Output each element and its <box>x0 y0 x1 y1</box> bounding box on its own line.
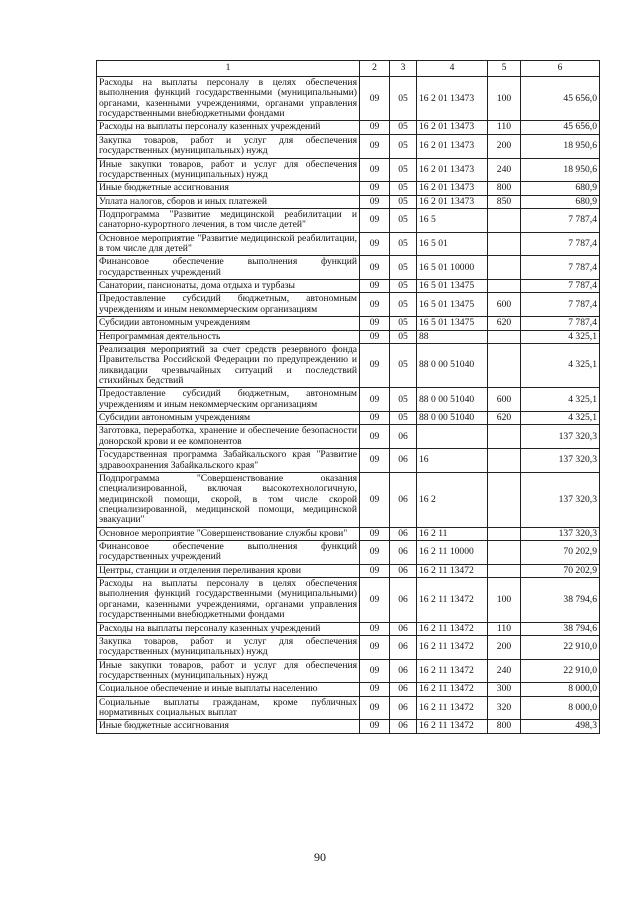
amount-value: 498,3 <box>521 720 600 733</box>
table-row <box>97 683 600 696</box>
target-item-code: 16 2 01 13473 <box>417 158 488 182</box>
subsection-code: 05 <box>390 77 417 121</box>
expense-item-name: Закупка товаров, работ и услуг для обеспечения государственных (муниципальных) нужд <box>97 134 360 158</box>
target-item-code: 16 5 01 <box>417 232 488 256</box>
section-code: 09 <box>360 527 390 540</box>
expense-item-name: Предоставление субсидий бюджетным, автономным учреждениям и иным некоммерческим организациям <box>97 388 360 412</box>
target-item-code: 16 2 11 13472 <box>417 578 488 622</box>
amount-value: 38 794,6 <box>521 578 600 622</box>
expense-item-name: Расходы на выплаты персоналу казенных учреждений <box>97 622 360 635</box>
amount-value: 4 325,1 <box>521 412 600 425</box>
amount-value: 137 320,3 <box>521 449 600 473</box>
subsection-code: 05 <box>390 330 417 343</box>
expense-type-code <box>488 472 521 527</box>
section-code: 09 <box>360 280 390 293</box>
amount-value: 4 325,1 <box>521 330 600 343</box>
expense-type-code <box>488 208 521 232</box>
amount-value: 7 787,4 <box>521 280 600 293</box>
target-item-code: 88 0 00 51040 <box>417 343 488 387</box>
expense-type-code: 240 <box>488 158 521 182</box>
target-item-code: 16 2 11 10000 <box>417 541 488 565</box>
subsection-code: 06 <box>390 635 417 659</box>
section-code: 09 <box>360 158 390 182</box>
subsection-code: 06 <box>390 622 417 635</box>
subsection-code: 05 <box>390 388 417 412</box>
amount-value: 18 950,6 <box>521 158 600 182</box>
amount-value: 137 320,3 <box>521 425 600 449</box>
amount-value: 4 325,1 <box>521 388 600 412</box>
section-code: 09 <box>360 388 390 412</box>
table-row <box>97 158 600 182</box>
amount-value: 8 000,0 <box>521 683 600 696</box>
amount-value: 22 910,0 <box>521 659 600 683</box>
table-row <box>97 317 600 330</box>
section-code: 09 <box>360 635 390 659</box>
expense-item-name: Расходы на выплаты персоналу в целях обеспечения выполнения функций государственными (муниципальными) органами, казенными учреждениями, органами управления государственными внебюджетными фондами <box>97 578 360 622</box>
amount-value: 8 000,0 <box>521 696 600 720</box>
table-row <box>97 578 600 622</box>
expense-item-name: Закупка товаров, работ и услуг для обеспечения государственных (муниципальных) нужд <box>97 635 360 659</box>
subsection-code: 05 <box>390 343 417 387</box>
section-code: 09 <box>360 412 390 425</box>
target-item-code: 16 2 11 <box>417 527 488 540</box>
expense-type-code <box>488 527 521 540</box>
subsection-code: 06 <box>390 541 417 565</box>
subsection-code: 05 <box>390 293 417 317</box>
expense-type-code <box>488 541 521 565</box>
column-header: 3 <box>390 61 417 77</box>
expense-item-name: Подпрограмма "Совершенствование оказания специализированной, включая высокотехнологичную, медицинской помощи, скорой, в том числе скорой специализированной, медицинской помощи, медицинской эвакуации" <box>97 472 360 527</box>
expense-type-code: 600 <box>488 293 521 317</box>
expense-type-code <box>488 343 521 387</box>
expense-item-name: Основное мероприятие "Развитие медицинской реабилитации, в том числе для детей" <box>97 232 360 256</box>
subsection-code: 06 <box>390 425 417 449</box>
expense-item-name: Субсидии автономным учреждениям <box>97 412 360 425</box>
target-item-code: 16 2 01 13473 <box>417 77 488 121</box>
section-code: 09 <box>360 195 390 208</box>
target-item-code: 16 5 <box>417 208 488 232</box>
amount-value: 7 787,4 <box>521 317 600 330</box>
expense-type-code: 110 <box>488 622 521 635</box>
amount-value: 137 320,3 <box>521 472 600 527</box>
target-item-code: 16 2 11 13472 <box>417 635 488 659</box>
expense-item-name: Подпрограмма "Развитие медицинской реабилитации и санаторно-курортного лечения, в том числе детей" <box>97 208 360 232</box>
table-row <box>97 622 600 635</box>
amount-value: 70 202,9 <box>521 541 600 565</box>
table-row <box>97 182 600 195</box>
amount-value: 7 787,4 <box>521 232 600 256</box>
target-item-code: 16 5 01 10000 <box>417 256 488 280</box>
expense-type-code: 320 <box>488 696 521 720</box>
column-header: 4 <box>417 61 488 77</box>
section-code: 09 <box>360 541 390 565</box>
section-code: 09 <box>360 134 390 158</box>
table-row <box>97 280 600 293</box>
target-item-code: 88 <box>417 330 488 343</box>
table-header-row <box>97 61 600 77</box>
target-item-code: 16 5 01 13475 <box>417 293 488 317</box>
target-item-code <box>417 425 488 449</box>
target-item-code: 88 0 00 51040 <box>417 388 488 412</box>
target-item-code: 16 2 01 13473 <box>417 134 488 158</box>
expense-item-name: Социальное обеспечение и иные выплаты населению <box>97 683 360 696</box>
target-item-code: 16 2 11 13472 <box>417 564 488 577</box>
table-row <box>97 527 600 540</box>
expense-type-code: 110 <box>488 121 521 134</box>
target-item-code: 16 2 <box>417 472 488 527</box>
expense-type-code: 200 <box>488 134 521 158</box>
expense-type-code: 300 <box>488 683 521 696</box>
section-code: 09 <box>360 425 390 449</box>
expense-item-name: Иные закупки товаров, работ и услуг для обеспечения государственных (муниципальных) нужд <box>97 659 360 683</box>
target-item-code: 16 2 11 13472 <box>417 622 488 635</box>
subsection-code: 06 <box>390 449 417 473</box>
section-code: 09 <box>360 330 390 343</box>
expense-type-code: 200 <box>488 635 521 659</box>
expense-type-code: 800 <box>488 720 521 733</box>
section-code: 09 <box>360 564 390 577</box>
table-row <box>97 232 600 256</box>
expense-type-code: 800 <box>488 182 521 195</box>
subsection-code: 05 <box>390 280 417 293</box>
expense-item-name: Финансовое обеспечение выполнения функций государственных учреждений <box>97 541 360 565</box>
table-row <box>97 208 600 232</box>
expense-item-name: Центры, станции и отделения переливания крови <box>97 564 360 577</box>
section-code: 09 <box>360 317 390 330</box>
expense-item-name: Иные бюджетные ассигнования <box>97 720 360 733</box>
table-row <box>97 388 600 412</box>
expense-item-name: Реализация мероприятий за счет средств резервного фонда Правительства Российской Федерации по предупреждению и ликвидации чрезвычайных ситуаций и последствий стихийных бедствий <box>97 343 360 387</box>
target-item-code: 16 <box>417 449 488 473</box>
table-row <box>97 412 600 425</box>
section-code: 09 <box>360 293 390 317</box>
expense-item-name: Заготовка, переработка, хранение и обеспечение безопасности донорской крови и ее компонентов <box>97 425 360 449</box>
subsection-code: 05 <box>390 182 417 195</box>
expense-type-code: 600 <box>488 388 521 412</box>
target-item-code: 16 2 11 13472 <box>417 683 488 696</box>
expense-item-name: Расходы на выплаты персоналу в целях обеспечения выполнения функций государственными (муниципальными) органами, казенными учреждениями, органами управления государственными внебюджетными фондами <box>97 77 360 121</box>
expense-item-name: Государственная программа Забайкальского края "Развитие здравоохранения Забайкальского края" <box>97 449 360 473</box>
expense-item-name: Расходы на выплаты персоналу казенных учреждений <box>97 121 360 134</box>
amount-value: 18 950,6 <box>521 134 600 158</box>
section-code: 09 <box>360 343 390 387</box>
target-item-code: 16 5 01 13475 <box>417 280 488 293</box>
subsection-code: 06 <box>390 720 417 733</box>
section-code: 09 <box>360 121 390 134</box>
table-row <box>97 343 600 387</box>
target-item-code: 88 0 00 51040 <box>417 412 488 425</box>
expense-item-name: Субсидии автономным учреждениям <box>97 317 360 330</box>
expense-type-code <box>488 280 521 293</box>
subsection-code: 06 <box>390 696 417 720</box>
section-code: 09 <box>360 449 390 473</box>
section-code: 09 <box>360 472 390 527</box>
table-row <box>97 696 600 720</box>
subsection-code: 05 <box>390 317 417 330</box>
amount-value: 4 325,1 <box>521 343 600 387</box>
amount-value: 7 787,4 <box>521 208 600 232</box>
column-header: 5 <box>488 61 521 77</box>
section-code: 09 <box>360 208 390 232</box>
table-row <box>97 449 600 473</box>
subsection-code: 05 <box>390 232 417 256</box>
subsection-code: 05 <box>390 256 417 280</box>
table-row <box>97 256 600 280</box>
table-row <box>97 121 600 134</box>
expense-item-name: Социальные выплаты гражданам, кроме публичных нормативных социальных выплат <box>97 696 360 720</box>
column-header: 2 <box>360 61 390 77</box>
section-code: 09 <box>360 622 390 635</box>
expense-item-name: Иные бюджетные ассигнования <box>97 182 360 195</box>
target-item-code: 16 2 11 13472 <box>417 720 488 733</box>
section-code: 09 <box>360 256 390 280</box>
expense-type-code <box>488 330 521 343</box>
amount-value: 45 656,0 <box>521 77 600 121</box>
section-code: 09 <box>360 77 390 121</box>
amount-value: 137 320,3 <box>521 527 600 540</box>
section-code: 09 <box>360 696 390 720</box>
amount-value: 680,9 <box>521 195 600 208</box>
amount-value: 70 202,9 <box>521 564 600 577</box>
column-header: 6 <box>521 61 600 77</box>
table-row <box>97 134 600 158</box>
subsection-code: 06 <box>390 683 417 696</box>
section-code: 09 <box>360 182 390 195</box>
expense-type-code: 850 <box>488 195 521 208</box>
section-code: 09 <box>360 720 390 733</box>
target-item-code: 16 2 11 13472 <box>417 696 488 720</box>
subsection-code: 06 <box>390 659 417 683</box>
amount-value: 7 787,4 <box>521 256 600 280</box>
expense-item-name: Непрограммная деятельность <box>97 330 360 343</box>
amount-value: 38 794,6 <box>521 622 600 635</box>
expense-item-name: Санатории, пансионаты, дома отдыха и турбазы <box>97 280 360 293</box>
expense-type-code: 620 <box>488 317 521 330</box>
amount-value: 680,9 <box>521 182 600 195</box>
subsection-code: 05 <box>390 158 417 182</box>
subsection-code: 06 <box>390 472 417 527</box>
subsection-code: 06 <box>390 564 417 577</box>
target-item-code: 16 5 01 13475 <box>417 317 488 330</box>
expense-item-name: Основное мероприятие "Совершенствование службы крови" <box>97 527 360 540</box>
subsection-code: 05 <box>390 134 417 158</box>
subsection-code: 05 <box>390 195 417 208</box>
table-body <box>97 77 600 734</box>
table-row <box>97 541 600 565</box>
column-header: 1 <box>97 61 360 77</box>
expense-type-code: 620 <box>488 412 521 425</box>
expense-type-code <box>488 256 521 280</box>
target-item-code: 16 2 01 13473 <box>417 182 488 195</box>
table-row <box>97 195 600 208</box>
expense-item-name: Иные закупки товаров, работ и услуг для обеспечения государственных (муниципальных) нужд <box>97 158 360 182</box>
expense-type-code: 100 <box>488 77 521 121</box>
subsection-code: 05 <box>390 412 417 425</box>
table-row <box>97 330 600 343</box>
table-row <box>97 720 600 733</box>
section-code: 09 <box>360 232 390 256</box>
table-row <box>97 77 600 121</box>
subsection-code: 06 <box>390 527 417 540</box>
subsection-code: 05 <box>390 121 417 134</box>
target-item-code: 16 2 11 13472 <box>417 659 488 683</box>
section-code: 09 <box>360 659 390 683</box>
expense-type-code <box>488 232 521 256</box>
amount-value: 7 787,4 <box>521 293 600 317</box>
amount-value: 22 910,0 <box>521 635 600 659</box>
table-row <box>97 659 600 683</box>
expense-type-code <box>488 449 521 473</box>
amount-value: 45 656,0 <box>521 121 600 134</box>
page-number: 90 <box>314 850 326 864</box>
table-row <box>97 635 600 659</box>
table-row <box>97 472 600 527</box>
expense-item-name: Уплата налогов, сборов и иных платежей <box>97 195 360 208</box>
table-row <box>97 425 600 449</box>
table-row <box>97 293 600 317</box>
target-item-code: 16 2 01 13473 <box>417 121 488 134</box>
expense-type-code: 100 <box>488 578 521 622</box>
expense-type-code: 240 <box>488 659 521 683</box>
expense-type-code <box>488 425 521 449</box>
section-code: 09 <box>360 683 390 696</box>
subsection-code: 06 <box>390 578 417 622</box>
expense-item-name: Финансовое обеспечение выполнения функций государственных учреждений <box>97 256 360 280</box>
expense-type-code <box>488 564 521 577</box>
subsection-code: 05 <box>390 208 417 232</box>
table-row <box>97 564 600 577</box>
section-code: 09 <box>360 578 390 622</box>
target-item-code: 16 2 01 13473 <box>417 195 488 208</box>
budget-table <box>96 60 600 734</box>
expense-item-name: Предоставление субсидий бюджетным, автономным учреждениям и иным некоммерческим организациям <box>97 293 360 317</box>
